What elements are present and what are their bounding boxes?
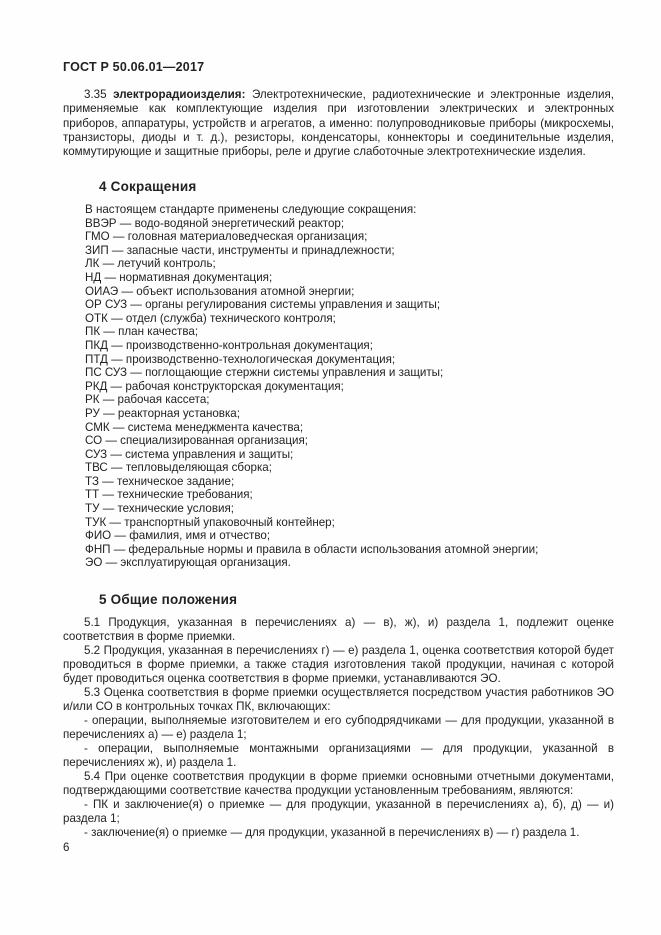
section-5-paragraph: - заключение(я) о приемке — для продукции, указанной в перечислениях в) — г) раздела 1. (84, 826, 580, 839)
section-5-paragraph: - операции, выполняемые монтажными организациями — для продукции, указанной в перечислениях ж), и) раздела 1. (63, 742, 614, 769)
section-4-heading: 4 Сокращения (99, 179, 197, 194)
abbreviation-item: НД — нормативная документация; (85, 270, 273, 284)
term-definition-text: Электротехнические, радиотехнические и электронные изделия, применяемые как комплектующие изделия при изготовлении электрических и электронных приборов, аппаратуры, устройств и агрегатов, а именно: полупроводниковые приборы (микросхемы, транзисторы, диоды и т. д.), резисторы, конденсаторы, коннекторы и соединительные изделия, коммутирующие и защитные приборы, реле и другие слаботочные электротехнические изделия. (63, 88, 614, 159)
abbreviation-item: РУ — реакторная установка; (85, 406, 240, 420)
abbreviation-item: ОИАЭ — объект использования атомной энергии; (85, 284, 355, 298)
section-5-paragraph: - операции, выполняемые изготовителем и его субподрядчиками — для продукции, указанной в перечислениях а) — е) раздела 1; (63, 714, 614, 741)
abbreviation-item: ПС СУЗ — поглощающие стержни системы управления и защиты; (85, 366, 444, 380)
section-5-paragraph: 5.3 Оценка соответствия в форме приемки осуществляется посредством участия работников ЭО и/или СО в контрольных точках ПК, включающих: (63, 686, 614, 713)
abbreviation-item: ГМО — головная материаловедческая организация; (85, 230, 368, 244)
abbreviations-intro: В настоящем стандарте применены следующие сокращения: (85, 203, 417, 216)
section-5-heading: 5 Общие положения (99, 592, 238, 607)
abbreviation-item: ПТД — производственно-технологическая документация; (85, 352, 396, 366)
abbreviation-item: СМК — система менеджмента качества; (85, 420, 304, 434)
abbreviation-item: ТЗ — техническое задание; (85, 474, 235, 488)
abbreviation-item: ТВС — тепловыделяющая сборка; (85, 461, 272, 475)
term-name: электрорадиоизделия: (113, 88, 246, 101)
abbreviation-item: ТУ — технические условия; (85, 502, 234, 516)
abbreviations-list (63, 217, 614, 570)
abbreviations-block (63, 203, 614, 570)
abbreviation-item: РКД — рабочая конструкторская документация; (85, 379, 344, 393)
section-5-paragraph: 5.4 При оценке соответствия продукции в форме приемки основными отчетными документами, подтверждающими соответствие качества продукции установленным требованиям, являются: (63, 770, 614, 797)
abbreviation-item: СУЗ — система управления и защиты; (85, 447, 294, 461)
section-5-paragraph: 5.2 Продукция, указанная в перечислениях г) — е) раздела 1, оценка соответствия которой будет проводиться в форме приемки, а также стадия изготовления такой продукции, начиная с которой будет проводиться оценка соответствия в форме приемки, устанавливаются ЭО. (63, 644, 614, 685)
abbreviation-item: ВВЭР — водо-водяной энергетический реактор; (85, 216, 345, 230)
abbreviation-item: ТУК — транспортный упаковочный контейнер; (85, 515, 335, 529)
clause-number: 3.35 (84, 88, 107, 101)
section-5-paragraph: 5.1 Продукция, указанная в перечислениях а) — в), ж), и) раздела 1, подлежит оценке соответствия в форме приемки. (63, 616, 614, 643)
definition-3-35 (63, 88, 614, 159)
section-5-paragraph: - ПК и заключение(я) о приемке — для продукции, указанной в перечислениях а), б), д) — и) раздела 1; (63, 798, 614, 825)
abbreviation-item: ЗИП — запасные части, инструменты и принадлежности; (85, 243, 395, 257)
abbreviation-item: ФИО — фамилия, имя и отчество; (85, 529, 271, 543)
abbreviation-item: ФНП — федеральные нормы и правила в области использования атомной энергии; (85, 542, 539, 556)
abbreviation-item: ТТ — технические требования; (85, 488, 253, 502)
abbreviation-item: ЭО — эксплуатирующая организация. (85, 556, 291, 570)
doc-code-header: ГОСТ Р 50.06.01—2017 (63, 60, 205, 74)
abbreviation-item: СО — специализированная организация; (85, 434, 308, 448)
definition-3-35-block (63, 88, 614, 159)
abbreviation-item: ОТК — отдел (служба) технического контроля; (85, 311, 336, 325)
abbreviation-item: ОР СУЗ — органы регулирования системы управления и защиты; (85, 298, 441, 312)
abbreviation-item: ЛК — летучий контроль; (85, 257, 216, 271)
abbreviation-item: ПК — план качества; (85, 325, 199, 339)
abbreviation-item: РК — рабочая кассета; (85, 393, 210, 407)
abbreviation-item: ПКД — производственно-контрольная документация; (85, 338, 373, 352)
page-number: 6 (63, 842, 70, 854)
section-5-body (63, 616, 614, 840)
